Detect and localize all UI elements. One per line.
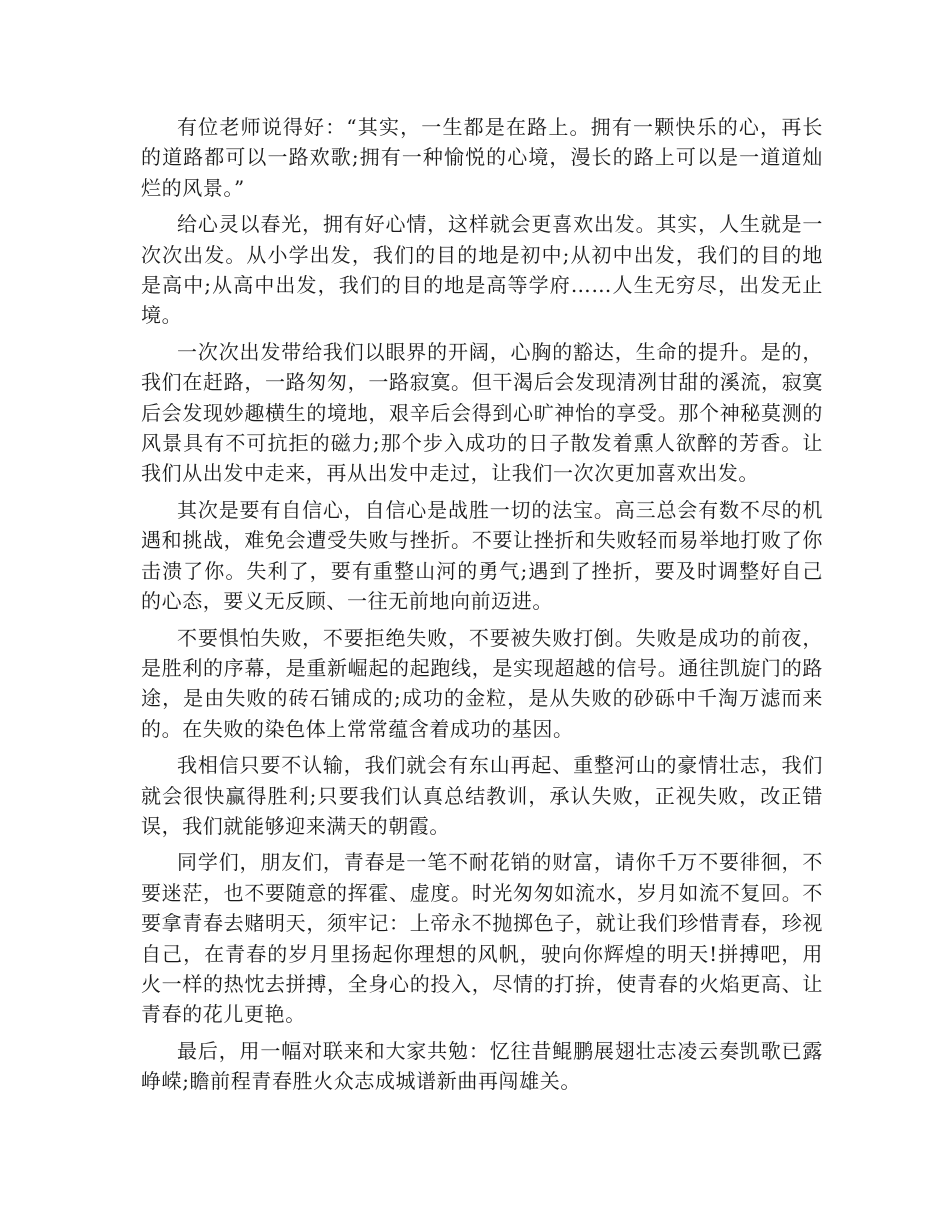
paragraph-5: 不要惧怕失败，不要拒绝失败，不要被失败打倒。失败是成功的前夜，是胜利的序幕，是重新崛起的起跑线，是实现超越的信号。通往凯旋门的路途，是由失败的砖石铺成的;成功的金粒，是从失败的砂砾中千淘万滤而来的。在失败的染色体上常常蕴含着成功的基因。 xyxy=(141,625,823,741)
document-body xyxy=(141,112,823,1097)
paragraph-4: 其次是要有自信心，自信心是战胜一切的法宝。高三总会有数不尽的机遇和挑战，难免会遭受失败与挫折。不要让挫折和失败轻而易举地打败了你击溃了你。失利了，要有重整山河的勇气;遇到了挫折，要及时调整好自己的心态，要义无反顾、一往无前地向前迈进。 xyxy=(141,497,823,614)
paragraph-1: 有位老师说得好：“其实，一生都是在路上。拥有一颗快乐的心，再长的道路都可以一路欢歌;拥有一种愉悦的心境，漫长的路上可以是一道道灿烂的风景。” xyxy=(141,115,823,200)
paragraph-8: 最后，用一幅对联来和大家共勉：忆往昔鲲鹏展翅壮志凌云奏凯歌已露峥嵘;瞻前程青春胜火众志成城谱新曲再闯雄关。 xyxy=(141,1038,823,1094)
paragraph-6: 我相信只要不认输，我们就会有东山再起、重整河山的豪情壮志，我们就会很快赢得胜利;只要我们认真总结教训，承认失败，正视失败，改正错误，我们就能够迎来满天的朝霞。 xyxy=(141,753,823,838)
paragraph-2: 给心灵以春光，拥有好心情，这样就会更喜欢出发。其实，人生就是一次次出发。从小学出发，我们的目的地是初中;从初中出发，我们的目的地是高中;从高中出发，我们的目的地是高等学府……人生无穷尽，出发无止境。 xyxy=(141,212,823,328)
paragraph-7: 同学们，朋友们，青春是一笔不耐花销的财富，请你千万不要徘徊，不要迷茫，也不要随意的挥霍、虚度。时光匆匆如流水，岁月如流不复回。不要拿青春去赌明天，须牢记：上帝永不抛掷色子，就让我们珍惜青春，珍视自己，在青春的岁月里扬起你理想的风帆，驶向你辉煌的明天!拼搏吧，用火一样的热忱去拼搏，全身心的投入，尽情的打拚，使青春的火焰更高、让青春的花儿更艳。 xyxy=(141,850,823,1027)
paragraph-3: 一次次出发带给我们以眼界的开阔，心胸的豁达，生命的提升。是的，我们在赶路，一路匆匆，一路寂寞。但干渴后会发现清冽甘甜的溪流，寂寞后会发现妙趣横生的境地，艰辛后会得到心旷神怡的享受。那个神秘莫测的风景具有不可抗拒的磁力;那个步入成功的日子散发着熏人欲醉的芳香。让我们从出发中走来，再从出发中走过，让我们一次次更加喜欢出发。 xyxy=(141,339,823,486)
